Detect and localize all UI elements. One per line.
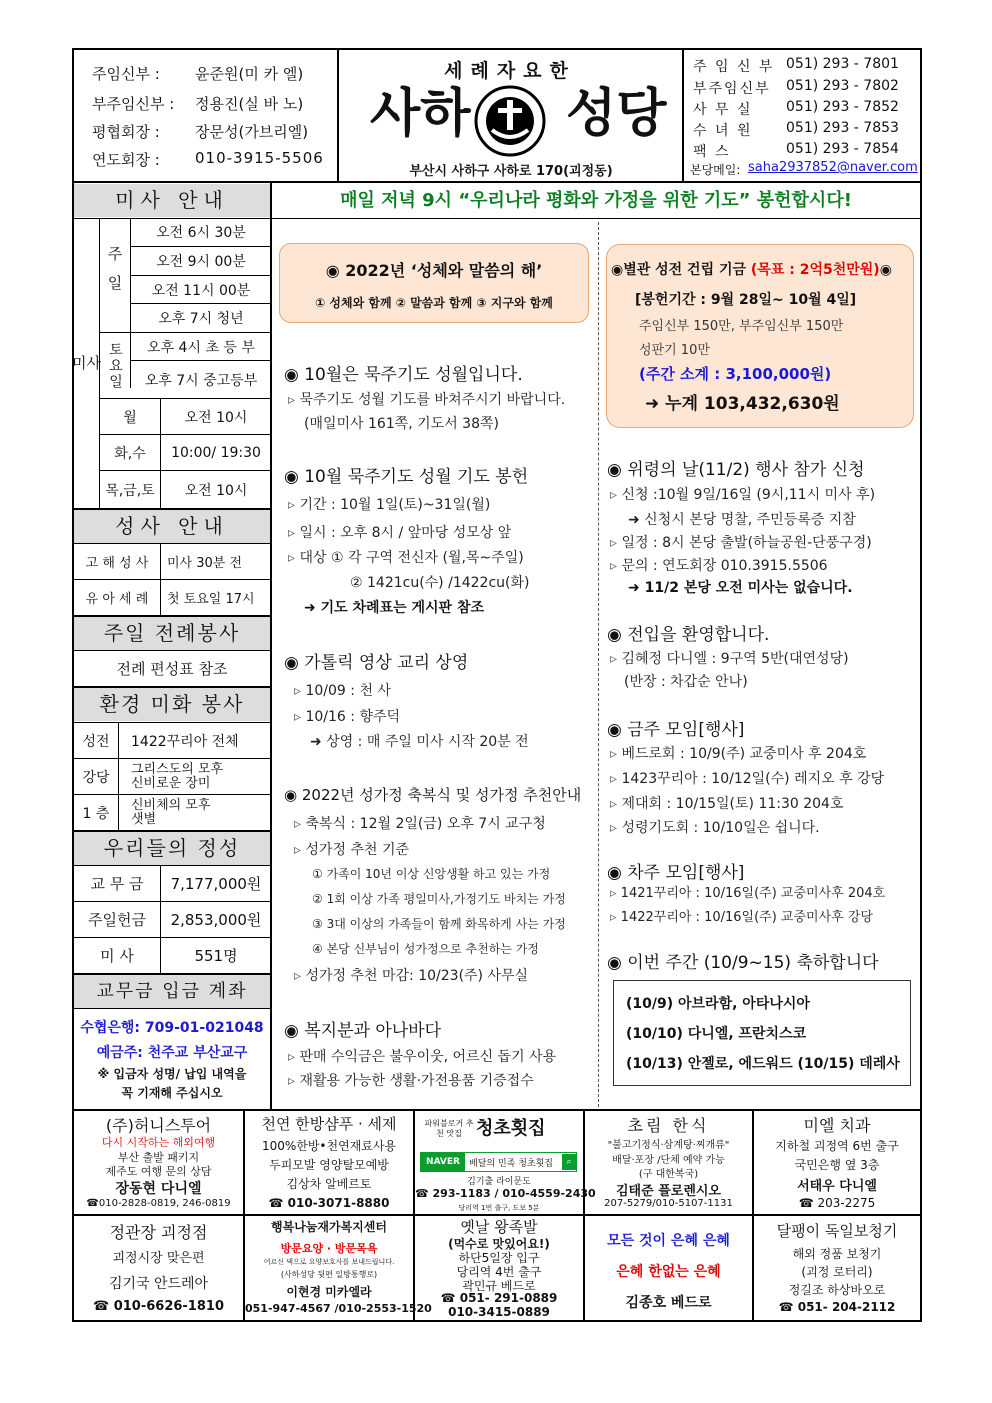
- welcome-heading: ◉ 전입을 환영합니다.: [607, 625, 770, 645]
- staff-name: 윤준원(미 카 엘): [195, 65, 304, 83]
- holy-family-line: ▹ 성가정 추천 마감: 10/23(주) 사무실: [294, 965, 528, 985]
- welfare-heading: ◉ 복지분과 아나바다: [284, 1021, 442, 1041]
- env-place: 강당: [82, 769, 110, 786]
- fund-donor: 성판기 10만: [639, 343, 710, 358]
- account-holder: 예금주: 천주교 부산교구: [96, 1045, 248, 1061]
- weekday-time: 오전 10시: [184, 409, 248, 426]
- contact-label: 수 녀 원: [693, 123, 753, 139]
- all-souls-heading: ◉ 위령의 날(11/2) 행사 참가 신청: [607, 460, 865, 480]
- this-week-line: ▹ 성령기도회 : 10/10일은 쉽니다.: [610, 817, 820, 837]
- ad-phone: 051-947-4567 /010-2553-1520: [245, 1302, 432, 1315]
- ad-owner: 서태우 다니엘: [797, 1179, 877, 1194]
- env-who: 그리스도의 모후 신비로운 장미: [131, 761, 224, 791]
- prayer-banner: 매일 저녁 9시 “우리나라 평화와 가정을 위한 기도” 봉헌합시다!: [340, 190, 852, 211]
- offering-name: 주일헌금: [88, 911, 146, 929]
- feast-day-line: (10/10) 다니엘, 프란치스코: [626, 1026, 807, 1042]
- rosary-month-line: ▹ 묵주기도 성월 기도를 바쳐주시기 바랍니다.: [288, 389, 565, 409]
- env-place: 성전: [82, 733, 110, 750]
- church-subtitle: 세례자요한: [444, 60, 576, 82]
- ad-line: 두피모발 영양탈모예방: [269, 1158, 389, 1172]
- ad-title: 미엘 치과: [803, 1116, 871, 1135]
- weekday-day: 월: [123, 409, 137, 426]
- feast-day-heading: ◉ 이번 주간 (10/9~15) 축하합니다: [607, 953, 879, 973]
- account-note: 꼭 기재해 주십시오: [121, 1086, 223, 1100]
- naver-logo: NAVER: [421, 1153, 465, 1171]
- ad-owner: 곽민규 베드로: [462, 1279, 536, 1293]
- ad-line: 100%한방•천연재료사용: [261, 1139, 397, 1153]
- catechism-line: ▹ 10/09 : 천 사: [294, 680, 391, 700]
- mass-label: 미사: [72, 354, 101, 372]
- staff-name: 장문성(가브리엘): [195, 123, 309, 141]
- env-who: 신비체의 모후 샛별: [131, 797, 211, 827]
- ad-owner: 김태준 플로렌시오: [616, 1184, 721, 1199]
- ad-line: 지하철 괴정역 6번 출구: [775, 1139, 899, 1153]
- search-icon: ⌕: [562, 1154, 576, 1170]
- ad-title: 정관장 괴정점: [109, 1223, 208, 1242]
- church-title-left: 사하: [370, 84, 471, 144]
- sacrament-time: 미사 30분 전: [167, 556, 243, 571]
- ad-title: 모든 것이 은혜 은혜: [607, 1233, 730, 1249]
- church-title-right: 성당: [566, 84, 667, 144]
- contact-phone: 051) 293 - 7801: [786, 56, 899, 72]
- this-week-line: ▹ 1423꾸리아 : 10/12일(수) 레지오 후 강당: [610, 768, 884, 788]
- catechism-line: ▹ 10/16 : 향주덕: [294, 706, 400, 726]
- column-divider: [598, 222, 599, 1107]
- fund-subtotal: (주간 소계 : 3,100,000원): [639, 365, 832, 383]
- ad-title: 천연 한방샴푸 · 세제: [261, 1115, 397, 1133]
- ad-line: "불고기정식·삼계탕·찌개류": [607, 1140, 730, 1151]
- welcome-line: (반장 : 차갑순 안나): [624, 674, 748, 690]
- ad-title: 행복나눔재가복지센터: [271, 1220, 387, 1234]
- all-souls-line: ▹ 일정 : 8시 본당 출발(하늘공원-단풍구경): [610, 532, 872, 552]
- ad-phone: 207-5279/010-5107-1131: [604, 1198, 733, 1209]
- liturgy-section-title: 주일 전례봉사: [74, 617, 270, 650]
- all-souls-line: ▹ 문의 : 연도회장 010.3915.5506: [610, 555, 828, 575]
- ad-phone: ☎ 010-6626-1810: [92, 1299, 224, 1314]
- ad-owner: 이현경 미카엘라: [286, 1285, 372, 1299]
- contact-phone: 051) 293 - 7852: [786, 99, 899, 115]
- weekday-day: 화,수: [114, 445, 146, 462]
- ad-owner: 김기국 안드레아: [108, 1276, 209, 1292]
- header-divider-left: [337, 48, 339, 183]
- rosary-prayer-line: ▹ 기간 : 10월 1일(토)~31일(월): [288, 494, 490, 514]
- ad-line: 국민은행 옆 3층: [794, 1158, 880, 1172]
- contact-phone: 051) 293 - 7802: [786, 78, 899, 94]
- year-theme-title: ◉ 2022년 ‘성체와 말씀의 해’: [325, 261, 543, 280]
- holy-family-criterion: ④ 본당 신부님이 성가정으로 추천하는 가정: [312, 942, 539, 956]
- ad-title: 청초횟집: [476, 1118, 546, 1139]
- ad-owner: 장동현 다니엘: [115, 1181, 202, 1197]
- email-label: 본당메일:: [690, 163, 741, 177]
- account-section-title: 교무금 입금 계좌: [74, 975, 270, 1008]
- this-week-line: ▹ 제대회 : 10/15일(토) 11:30 204호: [610, 793, 843, 813]
- account-note: ※ 입금자 성명/ 납입 내역을: [97, 1067, 247, 1081]
- saturday-mass-time: 오후 4시 초 등 부: [147, 339, 255, 356]
- ad-owner: 김상차 알베르토: [286, 1177, 372, 1191]
- rosary-month-heading: ◉ 10월은 묵주기도 성월입니다.: [284, 365, 523, 385]
- ad-title: 달팽이 독일보청기: [776, 1222, 898, 1240]
- offering-name: 미 사: [100, 947, 134, 965]
- all-souls-line: ▹ 신청 :10월 9일/16일 (9시,11시 미사 후): [610, 484, 875, 504]
- ad-line: (괴정 로터리): [801, 1265, 873, 1279]
- sacrament-name: 고 해 성 사: [85, 556, 149, 571]
- sacrament-time: 첫 토요일 17시: [167, 592, 255, 607]
- rosary-prayer-line: ② 1421cu(수) /1422cu(화): [350, 575, 530, 591]
- offering-section-title: 우리들의 정성: [74, 832, 270, 865]
- staff-name: 정용진(실 바 노): [195, 95, 304, 113]
- ad-title: (주)허니스투어: [105, 1116, 212, 1135]
- rosary-prayer-note: ➜ 기도 차례표는 게시판 참조: [304, 600, 484, 616]
- church-address: 부산시 사하구 사하로 170(괴정동): [409, 164, 613, 179]
- feast-day-line: (10/9) 아브라함, 아타나시아: [626, 996, 810, 1012]
- env-place: 1 층: [82, 805, 110, 822]
- ad-title: 옛날 왕족발: [460, 1218, 538, 1236]
- saturday-label: 토요일: [107, 341, 123, 390]
- ad-line: (사하성당 뒷편 일방통행로): [280, 1270, 378, 1279]
- ad-phone: 010-3415-0889: [448, 1305, 550, 1319]
- ad-line: 당리역 4번 출구: [456, 1265, 542, 1279]
- rosary-prayer-line: ▹ 일시 : 오후 8시 / 앞마당 성모상 앞: [288, 522, 511, 542]
- rule: [72, 1008, 272, 1009]
- next-week-line: ▹ 1422꾸리아 : 10/16일(주) 교중미사후 강당: [610, 906, 873, 925]
- rule: [270, 218, 922, 219]
- ad-owner: 정길조 하상바오로: [788, 1283, 886, 1297]
- ad-line: 다시 시작하는 해외여행: [101, 1136, 216, 1149]
- ad-line: (구 대한복국): [638, 1169, 699, 1180]
- welfare-line: ▹ 재활용 가능한 생활·가전용품 기증접수: [288, 1070, 534, 1090]
- ad-tagline: 파워블로거 추천 맛집: [424, 1119, 474, 1138]
- ad-line: 제주도 여행 문의 상담: [105, 1165, 212, 1178]
- holy-family-heading: ◉ 2022년 성가정 축복식 및 성가정 추천안내: [284, 786, 582, 804]
- sacrament-name: 유 아 세 례: [85, 592, 149, 607]
- year-theme-subtitle: ① 성체와 함께 ② 말씀과 함께 ③ 지구와 함께: [315, 296, 553, 310]
- fund-box: [606, 244, 914, 428]
- ad-phone: ☎ 051- 291-0889: [440, 1291, 558, 1305]
- holy-family-line: ▹ 성가정 추천 기준: [294, 839, 409, 859]
- this-week-heading: ◉ 금주 모임[행사]: [607, 720, 745, 740]
- sunday-mass-time: 오전 9시 00분: [156, 254, 246, 270]
- ad-line: 배달·포장 /단체 예약 가능: [612, 1155, 725, 1166]
- fund-total: ➜ 누계 103,432,630원: [645, 394, 840, 414]
- fund-goal: (목표 : 2억5천만원): [750, 262, 880, 278]
- welfare-line: ▹ 판매 수익금은 불우이웃, 어르신 돕기 사용: [288, 1046, 556, 1066]
- ads-top-line: [72, 1109, 922, 1111]
- ad-line: 어르신 댁으로 요양보호사를 보내드립니다.: [263, 1258, 395, 1266]
- bank-account: 수협은행: 709-01-021048: [80, 1020, 264, 1036]
- ad-line: (먹수로 맛있어요!): [448, 1237, 550, 1251]
- ad-phone: ☎ 293-1183 / 010-4559-2430: [415, 1187, 596, 1200]
- all-souls-line: ➜ 신청시 본당 명찰, 주민등록증 지참: [628, 512, 856, 528]
- holy-family-criterion: ② 1회 이상 가족 평일미사,가정기도 바치는 가정: [312, 892, 566, 906]
- year-theme-box: [279, 243, 589, 323]
- offering-value: 2,853,000원: [170, 911, 262, 929]
- header-divider-right: [682, 48, 684, 183]
- all-souls-note: ➜ 11/2 본당 오전 미사는 없습니다.: [628, 580, 853, 596]
- sunday-label: 주일: [105, 246, 124, 304]
- rosary-month-line: (매일미사 161쪽, 기도서 38쪽): [304, 416, 499, 432]
- weekday-time: 오전 10시: [184, 482, 248, 499]
- fund-period: [봉헌기간 : 9월 28일~ 10월 4일]: [635, 292, 857, 308]
- staff-role: 평협회장 :: [92, 123, 160, 141]
- feast-day-box: [613, 980, 911, 1086]
- staff-role: 연도회장 :: [92, 151, 160, 169]
- sacrament-section-title: 성사 안내: [74, 510, 270, 543]
- catechism-heading: ◉ 가톨릭 영상 교리 상영: [284, 653, 469, 673]
- ad-line: 당리역 1번 출구, 도보 5분: [458, 1204, 540, 1212]
- ad-phone: ☎ 203-2275: [798, 1196, 876, 1210]
- holy-family-line: ▹ 축복식 : 12월 2일(금) 오후 7시 교구청: [294, 813, 546, 833]
- ad-line: 은혜 한없는 은혜: [616, 1264, 721, 1280]
- ad-phone: ☎ 010-3071-8880: [268, 1196, 390, 1210]
- header-bottom-line: [72, 181, 922, 183]
- rosary-prayer-line: ▹ 대상 ① 각 구역 전신자 (월,목~주일): [288, 547, 524, 567]
- ad-owner: 김기출 라이문도: [467, 1177, 531, 1187]
- staff-role: 부주임신부 :: [92, 95, 175, 113]
- fund-title: [611, 259, 892, 279]
- staff-phone: 010-3915-5506: [195, 149, 324, 167]
- ad-line: 하단5일장 입구: [458, 1251, 540, 1265]
- next-week-heading: ◉ 차주 모임[행사]: [607, 863, 745, 883]
- offering-value: 551명: [194, 947, 238, 965]
- ad-owner: 김종호 베드로: [625, 1295, 712, 1311]
- ad-title: 초림 한식: [627, 1116, 710, 1135]
- contact-label: 팩 스: [693, 144, 731, 160]
- sunday-mass-time: 오전 11시 00분: [151, 282, 251, 299]
- offering-value: 7,177,000원: [170, 875, 262, 893]
- catechism-note: ➜ 상영 : 매 주일 미사 시작 20분 전: [310, 734, 529, 750]
- holy-family-criterion: ① 가족이 10년 이상 신앙생활 하고 있는 가정: [312, 867, 551, 881]
- liturgy-text: 전례 편성표 참조: [116, 659, 228, 678]
- staff-role: 주임신부 :: [92, 65, 160, 83]
- weekday-time: 10:00/ 19:30: [171, 444, 261, 461]
- contact-phone: 051) 293 - 7854: [786, 141, 899, 157]
- env-section-title: 환경 미화 봉사: [74, 688, 270, 721]
- offering-name: 교 무 금: [90, 875, 144, 893]
- contact-phone: 051) 293 - 7853: [786, 120, 899, 136]
- ad-line: 배달의 민족 청초횟집: [469, 1159, 553, 1169]
- ad-line: 부산 출발 패키지: [117, 1151, 200, 1164]
- email-link[interactable]: saha2937852@naver.com: [748, 160, 918, 175]
- feast-day-line: (10/13) 안젤로, 에드워드 (10/15) 데레사: [626, 1056, 900, 1072]
- mass-section-title: 미사 안내: [74, 184, 270, 217]
- church-logo-icon: [468, 84, 552, 158]
- holy-family-criterion: ③ 3대 이상의 가족들이 함께 화목하게 사는 가정: [312, 917, 566, 931]
- next-week-line: ▹ 1421꾸리아 : 10/16일(주) 교중미사후 204호: [610, 882, 885, 901]
- fund-donor: 주임신부 150만, 부주임신부 150만: [639, 319, 844, 334]
- ad-line: 해외 정품 보청기: [792, 1247, 882, 1261]
- fund-title-text: ◉별관 성전 건립 기금: [611, 262, 751, 278]
- ad-phone: ☎010-2828-0819, 246-0819: [86, 1198, 231, 1209]
- fund-title-mark: ◉: [879, 262, 892, 278]
- ad-phone: ☎ 051- 204-2112: [778, 1300, 896, 1314]
- env-who: 1422꾸리아 전체: [131, 733, 239, 750]
- ad-line: 괴정시장 맞은편: [112, 1251, 205, 1266]
- contact-label: 부주임신부: [693, 81, 771, 97]
- rosary-prayer-heading: ◉ 10월 묵주기도 성월 기도 봉헌: [284, 467, 529, 487]
- weekday-day: 목,금,토: [105, 482, 155, 499]
- sunday-mass-time: 오후 7시 청년: [158, 311, 244, 327]
- welcome-line: ▹ 김혜정 다니엘 : 9구역 5반(대연성당): [610, 648, 849, 668]
- ad-naver-bar: [420, 1152, 577, 1172]
- contact-label: 사 무 실: [693, 102, 753, 118]
- this-week-line: ▹ 베드로회 : 10/9(주) 교중미사 후 204호: [610, 743, 866, 763]
- sunday-mass-time: 오전 6시 30분: [156, 225, 246, 241]
- ad-line: 방문요양 · 방문목욕: [280, 1242, 378, 1255]
- saturday-mass-time: 오후 7시 중고등부: [144, 372, 258, 389]
- contact-label: 주 임 신 부: [693, 59, 775, 75]
